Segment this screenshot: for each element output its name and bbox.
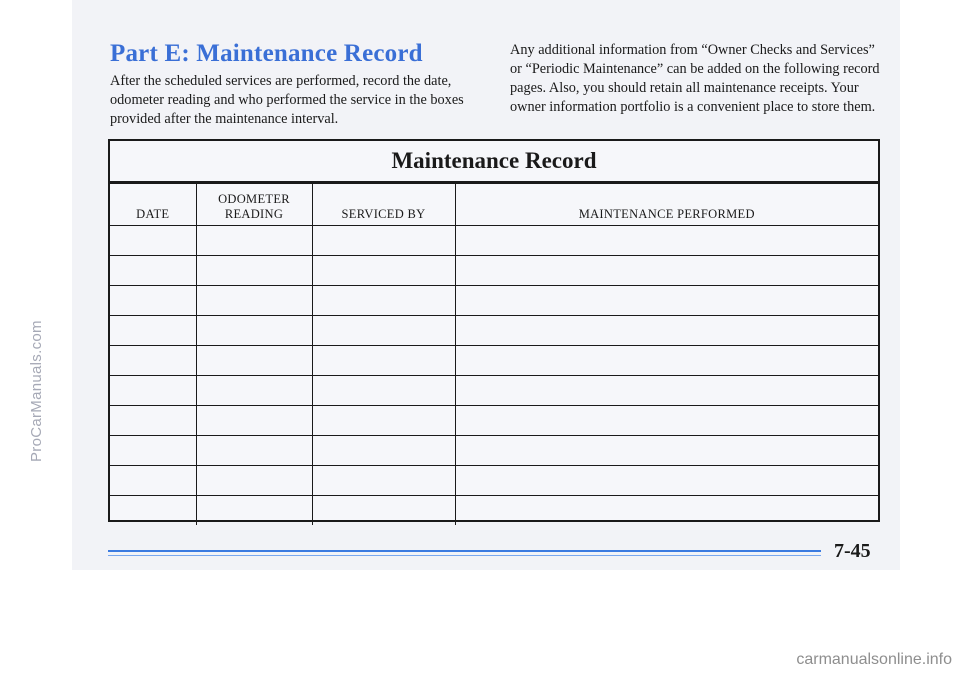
- serviced-by-cell[interactable]: [312, 346, 455, 376]
- column-header-serviced-by: SERVICED BY: [312, 184, 455, 226]
- date-cell[interactable]: [110, 406, 196, 436]
- footer-rule-thick: [108, 550, 821, 552]
- date-cell[interactable]: [110, 316, 196, 346]
- maintenance-cell[interactable]: [455, 376, 878, 406]
- date-cell[interactable]: [110, 496, 196, 526]
- serviced-by-cell[interactable]: [312, 376, 455, 406]
- odometer-cell[interactable]: [196, 406, 312, 436]
- maintenance-cell[interactable]: [455, 226, 878, 256]
- odometer-cell[interactable]: [196, 466, 312, 496]
- serviced-by-cell[interactable]: [312, 316, 455, 346]
- footer-rule: [108, 550, 821, 558]
- table-row: [110, 376, 878, 406]
- table-row: [110, 286, 878, 316]
- table-row: [110, 406, 878, 436]
- serviced-by-cell[interactable]: [312, 286, 455, 316]
- date-cell[interactable]: [110, 256, 196, 286]
- maintenance-cell[interactable]: [455, 406, 878, 436]
- odometer-cell[interactable]: [196, 496, 312, 526]
- serviced-by-cell[interactable]: [312, 226, 455, 256]
- odometer-cell[interactable]: [196, 226, 312, 256]
- maintenance-cell[interactable]: [455, 286, 878, 316]
- column-header-maintenance: MAINTENANCE PERFORMED: [455, 184, 878, 226]
- date-cell[interactable]: [110, 466, 196, 496]
- maintenance-cell[interactable]: [455, 436, 878, 466]
- table-row: [110, 226, 878, 256]
- table-row: [110, 316, 878, 346]
- serviced-by-cell[interactable]: [312, 256, 455, 286]
- odometer-cell[interactable]: [196, 256, 312, 286]
- column-header-odometer: [196, 184, 312, 226]
- page-heading: Part E: Maintenance Record: [110, 40, 423, 67]
- serviced-by-cell[interactable]: [312, 436, 455, 466]
- record-rows: [110, 226, 878, 526]
- odometer-cell[interactable]: [196, 376, 312, 406]
- table-row: [110, 436, 878, 466]
- maintenance-cell[interactable]: [455, 496, 878, 526]
- table-row: [110, 466, 878, 496]
- maintenance-cell[interactable]: [455, 316, 878, 346]
- column-header-odometer-line2: READING: [224, 207, 284, 221]
- odometer-cell[interactable]: [196, 316, 312, 346]
- footer-rule-thin: [108, 555, 821, 556]
- table-row: [110, 496, 878, 526]
- odometer-cell[interactable]: [196, 346, 312, 376]
- table-row: [110, 346, 878, 376]
- serviced-by-cell[interactable]: [312, 496, 455, 526]
- odometer-cell[interactable]: [196, 286, 312, 316]
- serviced-by-cell[interactable]: [312, 466, 455, 496]
- date-cell[interactable]: [110, 226, 196, 256]
- date-cell[interactable]: [110, 436, 196, 466]
- maintenance-cell[interactable]: [455, 346, 878, 376]
- maintenance-cell[interactable]: [455, 256, 878, 286]
- date-cell[interactable]: [110, 346, 196, 376]
- record-title: Maintenance Record: [110, 141, 878, 183]
- maintenance-cell[interactable]: [455, 466, 878, 496]
- serviced-by-cell[interactable]: [312, 406, 455, 436]
- maintenance-record-form: [108, 139, 880, 522]
- date-cell[interactable]: [110, 376, 196, 406]
- date-cell[interactable]: [110, 286, 196, 316]
- odometer-cell[interactable]: [196, 436, 312, 466]
- record-table: [110, 183, 878, 525]
- column-header-date: DATE: [110, 184, 196, 226]
- watermark-bottom: carmanualsonline.info: [796, 651, 952, 668]
- intro-paragraph-right: Any additional information from “Owner Checks and Services” or “Periodic Maintenance” can be added on the following record pages. Also, you should retain all maintenance receipts. Your owner information portfolio is a convenient place to store them.: [510, 42, 880, 115]
- watermark-left: ProCarManuals.com: [28, 320, 45, 462]
- intro-paragraph-left: After the scheduled services are performed, record the date, odometer reading and who performed the service in the boxes provided after the maintenance interval.: [110, 73, 464, 127]
- table-row: [110, 256, 878, 286]
- table-header-row: [110, 184, 878, 226]
- page-number: 7-45: [834, 540, 871, 562]
- column-header-odometer-line1: ODOMETER: [218, 192, 290, 206]
